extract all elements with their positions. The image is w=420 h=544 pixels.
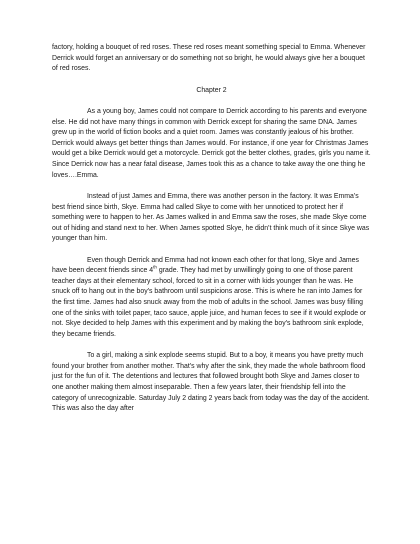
grade-text-before: Even though Derrick and Emma had not known each other for that long, Skye and James have been decent friends since 4 <box>52 256 359 275</box>
ordinal-superscript: th <box>153 264 157 270</box>
paragraph-factory-skye: Instead of just James and Emma, there was another person in the factory. It was Emma’s best friend since birth, Skye. Emma had called Skye to come with her unnoticed to protect her if something were to happen to her. As James walked in and Emma saw the roses, she made Skye come out of hiding and stand next to her. When James spotted Skye, he didn’t think much of it since Skye was younger than him. <box>52 192 370 243</box>
paragraph-james-childhood: As a young boy, James could not compare to Derrick according to his parents and everyone else. He did not have many things in common with Derrick except for sharing the same DNA. James grew up in the world of fiction books and a quiet room. James was constantly jealous of his brother. Derrick would always get better things than James would. For instance, if one year for Christmas James would get a bike Derrick would get a motorcycle. Derrick got the better clothes, grades, girls you name it. Since Derrick now has a near fatal disease, James took this as a chance to take away the one thing he loves….Emma. <box>52 107 371 179</box>
opening-paragraph: factory, holding a bouquet of red roses. These red roses meant something special to Emma. Whenever Derrick would forget an anniversary or do something not so bright, he would always give her a bouquet of red roses. <box>52 44 366 73</box>
chapter-heading: Chapter 2 <box>196 86 227 94</box>
paragraph-sink-explosion: To a girl, making a sink explode seems stupid. But to a boy, it means you have pretty much found your brother from another mother. That’s why after the sink, they made the whole bathroom flood just for the fun of it. The detentions and lectures that followed brought both Skye and James closer to one another making them almost inseparable. Then a few years later, their friendship fell into the category of unrecognizable. Saturday July 2 dating 2 years back from today was the day of the accident. This was also the day after <box>52 352 370 413</box>
grade-text-after: grade. They had met by unwillingly going to one of those parent teacher days at their elementary school, forced to sit in a corner with kids younger than he was. He snuck off to hang out in the boy’s bathroom until suspicions arose. This is where he ran into James for the first time. James had also snuck away from the mob of adults in the school. James was busy filling one of the sinks with toilet paper, taco sauce, apple juice, and human feces to see if it would explode or not. Skye decided to help James with this experiment and by making the boy’s bathroom sink explode, they became friends. <box>52 267 367 338</box>
paragraph-fourth-grade <box>52 256 371 341</box>
